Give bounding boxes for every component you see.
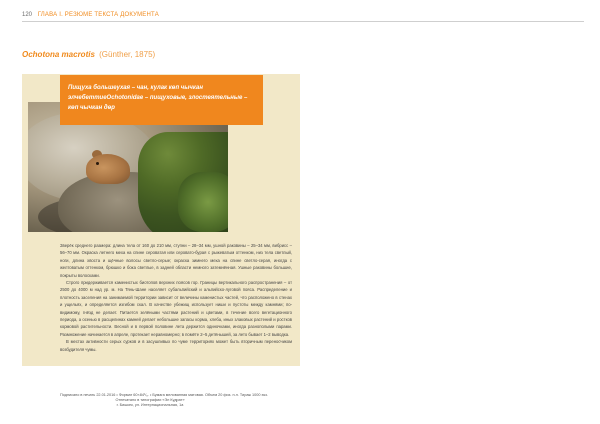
pika-eye [96,162,99,165]
page-number: 120 [22,12,33,18]
imprint-line: Подписано в печать 22.01.2016 • Формат 60×84¹/₈. • Бумага мелованная матовая. Объем 20 физ. п.л. Тираж 1000 экз. [60,393,268,397]
species-author: (Günther, 1875) [99,50,156,59]
species-latin-name: Ochotona macrotis [22,50,95,59]
imprint-line: Отпечатано в типографии «Эл Кудрат» [115,398,185,402]
running-header [22,9,159,21]
imprint-line: г. Бишкек, ул. Интернациональная, 1а [116,403,184,407]
species-description [60,242,292,353]
chapter-title: ГЛАВА I. РЕЗЮМЕ ТЕКСТА ДОКУМЕНТА [37,12,159,18]
description-paragraph: В местах активности серых сурков и в засушливых по чуме территориях может быть вторичным переносчиком возбудителя чумы. [60,339,292,352]
imprint [60,393,268,408]
header-rule [22,21,584,22]
caption-box [60,75,263,125]
plants-shape [178,172,228,232]
caption-text: Пищуха большеухая – чан, кулак көп чычкан элчебеттиеОchotonidae – пищуховые, злостеятельные – көп чычкан дөр [68,85,248,111]
description-paragraph: Строго придерживается каменистых биотопов верхних поясов гор. Границы вертикального распространения – от 2500 до 4000 м над ур. м. На Тянь-Шане населяет субальпийский и альпийско-луговой пояса. Распределение и плотность заселения на занимаемой территории зависит от величины каменистых частей, что расположено в стенах и ущельях, и определяется изгибом скал. В качестве убежищ использует ниши и пустоты между камнями; по-видимому, гнёзд не делает. Питается зелёными частями растений и цветами, в течение всего вегетационного периода, а осенью в расщелинах камней делает небольшие запасы корма, хлеба, иных злаковых растений и ростков кормовой растительности. Весной и в первой половине лета держится одиночками, иногда разнополыми парами. Размножение начинается в апреле, протекает неравномерно; в помёте 2–5 детёнышей, за лето бывает 1–2 выводка. [60,280,292,337]
species-heading [22,50,155,60]
pika-body [86,154,130,184]
description-paragraph: Зверёк среднего размера: длина тела от 160 до 210 мм, ступни – 28–34 мм, ушной раковины – 25–34 мм, вибрисс – 56–70 мм. Окраска летнего меха на спине сероватая или серовато-бурая с рыжеватым оттенком, низ тела светлый, ноги, длина хвоста и щёчные волосы светло-серые; окраска зимнего меха на спине светло-серая, иногда с желтоватым оттенком, брюшко и бока светлые, в задней области немного затемнённая. Ушные раковины большие, покрыты волосками. [60,243,292,278]
